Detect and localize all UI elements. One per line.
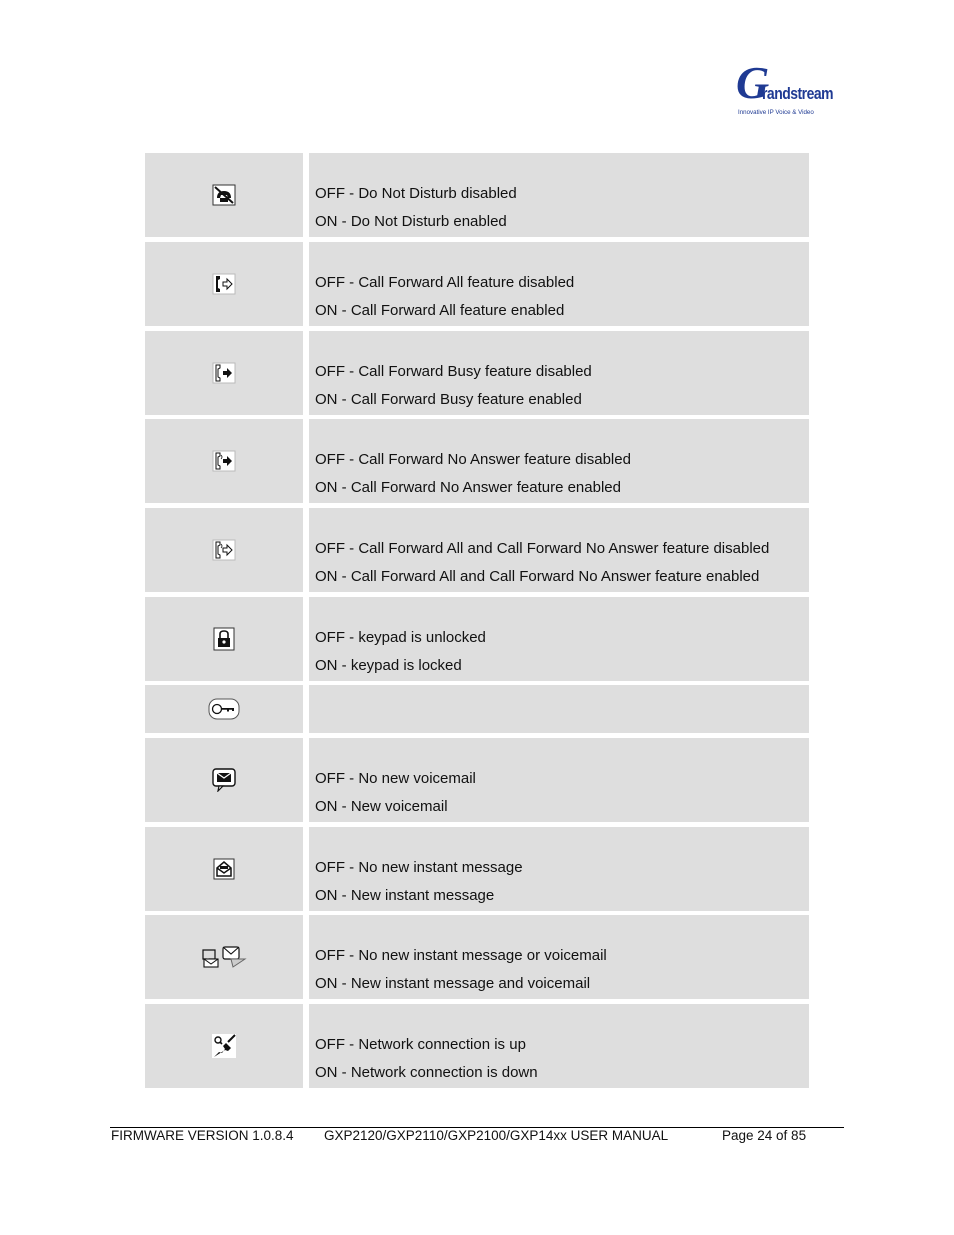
- description-cell: [309, 738, 809, 822]
- off-description: OFF - Do Not Disturb disabled: [315, 185, 517, 202]
- off-description: OFF - Call Forward All feature disabled: [315, 274, 575, 291]
- message-and-voicemail-icon: [201, 945, 247, 969]
- off-description: OFF - keypad is unlocked: [315, 629, 486, 646]
- icon-cell: [145, 331, 303, 415]
- off-description: OFF - Call Forward Busy feature disabled: [315, 363, 592, 380]
- icon-cell: [145, 242, 303, 326]
- table-row: [145, 738, 809, 822]
- key-icon: [208, 698, 240, 720]
- on-description: ON - keypad is locked: [315, 657, 462, 674]
- footer-firmware-version: FIRMWARE VERSION 1.0.8.4: [111, 1128, 294, 1143]
- description-cell: [309, 331, 809, 415]
- description-cell: [309, 242, 809, 326]
- table-row: [145, 331, 809, 415]
- voicemail-icon: [212, 768, 236, 792]
- icon-cell: [145, 915, 303, 999]
- off-description: OFF - No new instant message: [315, 859, 523, 876]
- on-description: ON - Call Forward All feature enabled: [315, 302, 565, 319]
- table-row: [145, 508, 809, 592]
- description-cell: [309, 508, 809, 592]
- on-description: ON - New instant message and voicemail: [315, 975, 591, 992]
- table-row: [145, 915, 809, 999]
- icon-cell: [145, 685, 303, 733]
- footer-manual-title: GXP2120/GXP2110/GXP2100/GXP14xx USER MANUAL: [324, 1128, 669, 1143]
- icon-cell: [145, 738, 303, 822]
- on-description: ON - Call Forward Busy feature enabled: [315, 391, 582, 408]
- on-description: ON - Call Forward All and Call Forward No Answer feature enabled: [315, 568, 760, 585]
- table-row: [145, 153, 809, 237]
- table-row: [145, 419, 809, 503]
- footer-page-number: Page 24 of 85: [722, 1128, 807, 1143]
- logo-wordmark: randstream: [762, 84, 834, 103]
- description-cell: [309, 685, 809, 733]
- network-disconnected-icon: [211, 1033, 237, 1059]
- table-row: [145, 242, 809, 326]
- off-description: OFF - No new voicemail: [315, 770, 476, 787]
- table-row: [145, 1004, 809, 1088]
- icon-cell: [145, 1004, 303, 1088]
- keypad-lock-icon: [213, 627, 235, 651]
- icon-cell: [145, 153, 303, 237]
- call-forward-all-no-answer-icon: [212, 539, 236, 561]
- grandstream-logo: [734, 57, 838, 120]
- table-row: [145, 827, 809, 911]
- description-cell: [309, 915, 809, 999]
- off-description: OFF - Call Forward No Answer feature disabled: [315, 451, 631, 468]
- icon-cell: [145, 827, 303, 911]
- description-cell: [309, 419, 809, 503]
- table-row: [145, 685, 809, 733]
- description-cell: [309, 597, 809, 681]
- description-cell: [309, 153, 809, 237]
- off-description: OFF - No new instant message or voicemail: [315, 947, 607, 964]
- icon-cell: [145, 419, 303, 503]
- off-description: OFF - Network connection is up: [315, 1036, 526, 1053]
- logo-letter: G: [736, 57, 770, 108]
- call-forward-no-answer-icon: [212, 450, 236, 472]
- on-description: ON - New instant message: [315, 887, 495, 904]
- do-not-disturb-icon: [212, 184, 236, 206]
- icon-cell: [145, 508, 303, 592]
- description-cell: [309, 1004, 809, 1088]
- description-cell: [309, 827, 809, 911]
- icon-cell: [145, 597, 303, 681]
- logo-tagline: Innovative IP Voice & Video: [738, 109, 814, 116]
- on-description: ON - Do Not Disturb enabled: [315, 213, 507, 230]
- table-row: [145, 597, 809, 681]
- on-description: ON - Network connection is down: [315, 1064, 538, 1081]
- on-description: ON - New voicemail: [315, 798, 448, 815]
- on-description: ON - Call Forward No Answer feature enabled: [315, 479, 621, 496]
- call-forward-busy-icon: [212, 362, 236, 384]
- call-forward-all-icon: [212, 273, 236, 295]
- instant-message-icon: [213, 858, 235, 880]
- off-description: OFF - Call Forward All and Call Forward No Answer feature disabled: [315, 540, 770, 557]
